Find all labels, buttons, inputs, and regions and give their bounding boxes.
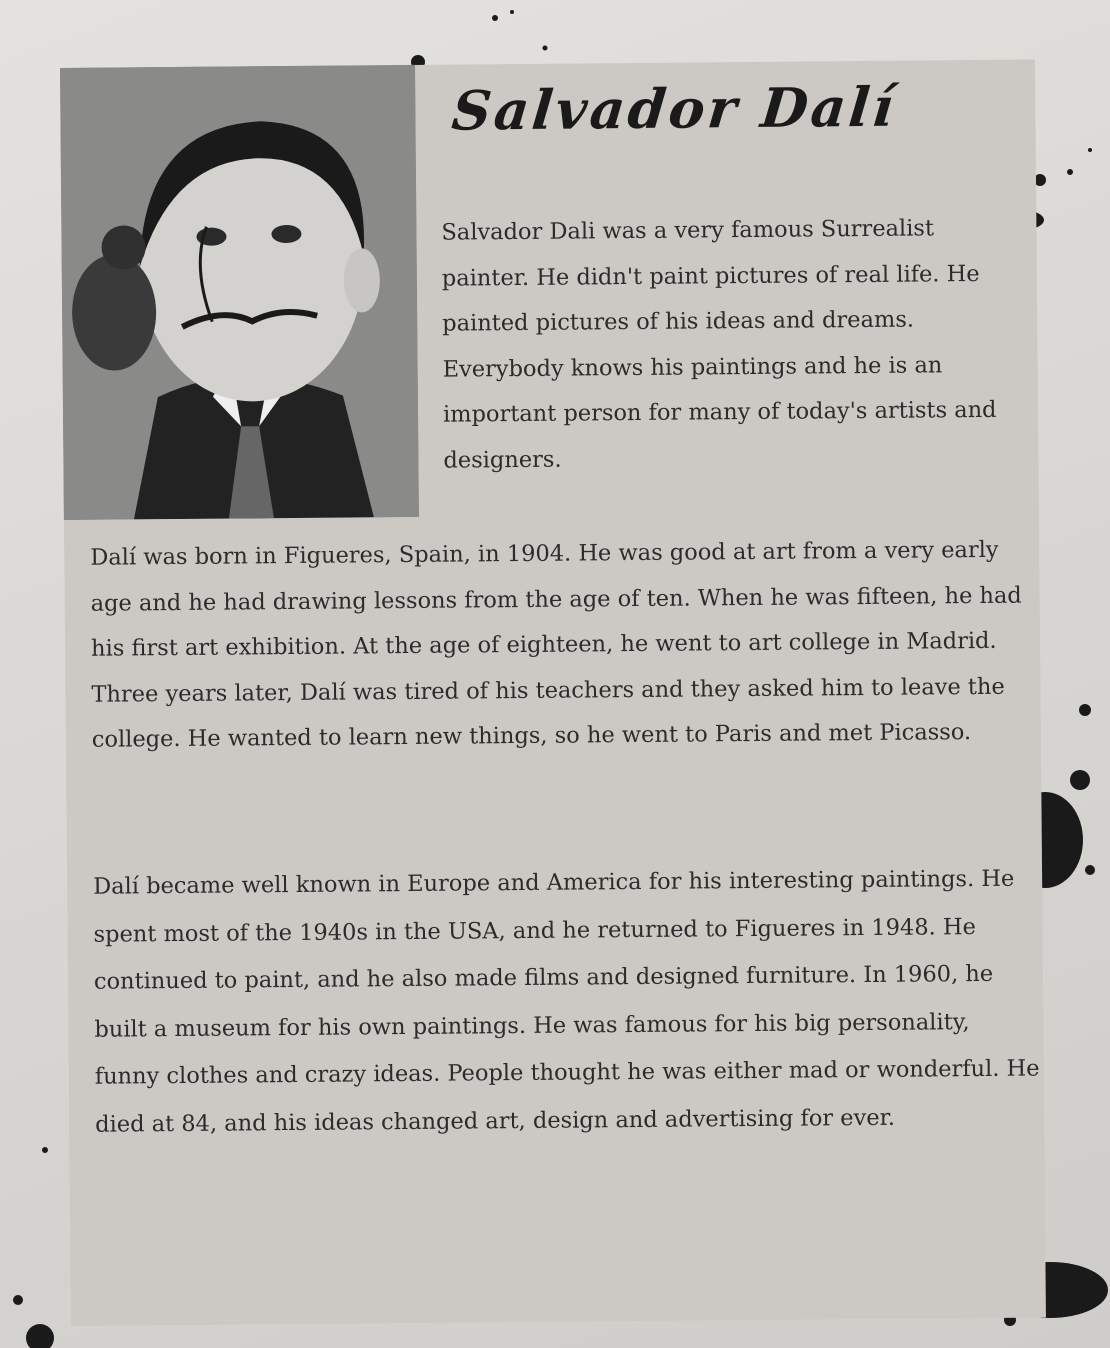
- portrait-photo: [60, 65, 419, 520]
- body-paragraph-early-life: Dalí was born in Figueres, Spain, in 1904. He was good at art from a very early age and he had drawing lessons from the age of ten. When he was fifteen, he had his first art exhibition. At the age of eighteen, he went to art college in Madrid. Three years later, Dalí was tired of his teachers and they asked him to leave the college. He wanted to learn new things, so he went to Paris and met Picasso.: [90, 536, 1022, 754]
- body-paragraph-later-life: Dalí became well known in Europe and America for his interesting paintings. He spent most of the 1940s in the USA, and he returned to Figueres in 1948. He continued to paint, and he also made films and designed furniture. In 1960, he built a museum for his own paintings. He was famous for his big personality, funny clothes and crazy ideas. People thought he was either mad or wonderful. He died at 84, and his ideas changed art, design and advertising for ever.: [93, 865, 1040, 1138]
- article-panel: [60, 59, 1046, 1325]
- article-title: Salvador Dalí: [449, 74, 900, 143]
- intro-paragraph: Salvador Dali was a very famous Surrealist painter. He didn't paint pictures of real life. He painted pictures of his ideas and dreams. Everybody knows his paintings and he is an important person for many of today's artists and designers.: [441, 215, 997, 474]
- portrait-illustration: [60, 65, 419, 520]
